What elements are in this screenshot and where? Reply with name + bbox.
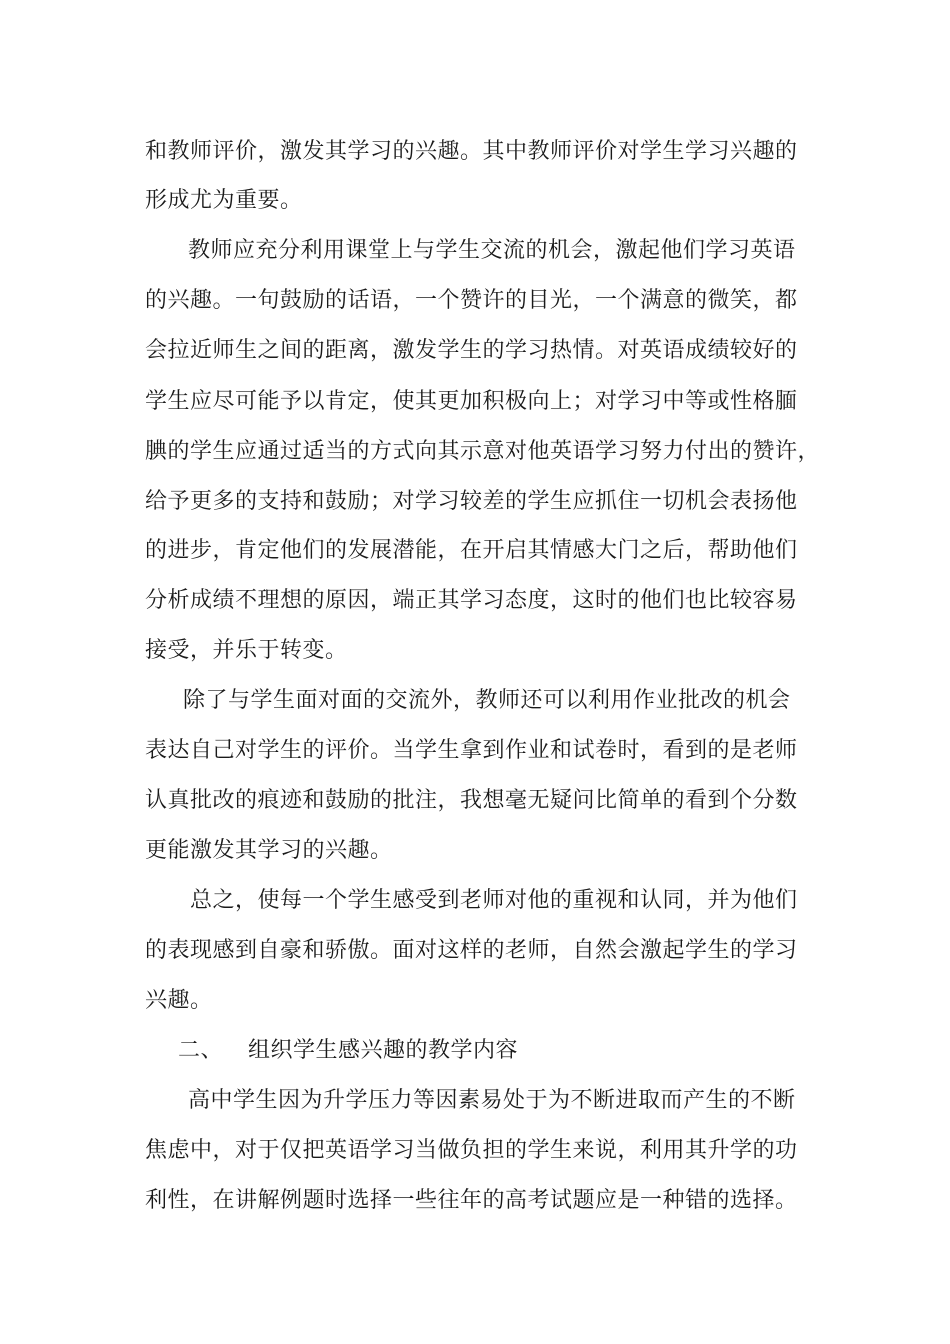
- paragraph-4-line-3: 兴趣。: [145, 988, 213, 1013]
- paragraph-3-line-1: 除了与学生面对面的交流外，教师还可以利用作业批改的机会: [183, 688, 791, 713]
- paragraph-3-line-3: 认真批改的痕迹和鼓励的批注，我想毫无疑问比简单的看到个分数: [145, 788, 798, 813]
- paragraph-3-line-2: 表达自己对学生的评价。当学生拿到作业和试卷时，看到的是老师: [145, 738, 798, 763]
- paragraph-2-line-8: 分析成绩不理想的原因，端正其学习态度，这时的他们也比较容易: [145, 588, 798, 613]
- paragraph-1-line-1: 和教师评价，激发其学习的兴趣。其中教师评价对学生学习兴趣的: [145, 139, 798, 164]
- section-heading: [178, 1036, 518, 1066]
- section-heading-title: 组织学生感兴趣的教学内容: [248, 1038, 519, 1063]
- paragraph-5-line-2: 焦虑中，对于仅把英语学习当做负担的学生来说，利用其升学的功: [145, 1138, 798, 1163]
- paragraph-2-line-6: 给予更多的支持和鼓励；对学习较差的学生应抓住一切机会表扬他: [145, 489, 798, 514]
- paragraph-3-line-4: 更能激发其学习的兴趣。: [145, 838, 393, 863]
- paragraph-5-line-1: 高中学生因为升学压力等因素易处于为不断进取而产生的不断: [188, 1088, 796, 1113]
- paragraph-4-line-2: 的表现感到自豪和骄傲。面对这样的老师，自然会激起学生的学习: [145, 938, 798, 963]
- paragraph-2-line-4: 学生应尽可能予以肯定，使其更加积极向上；对学习中等或性格腼: [145, 389, 798, 414]
- paragraph-2-line-7: 的进步，肯定他们的发展潜能，在开启其情感大门之后，帮助他们: [145, 538, 798, 563]
- section-heading-number: 二、: [178, 1038, 224, 1063]
- paragraph-4-line-1: 总之，使每一个学生感受到老师对他的重视和认同，并为他们: [190, 888, 798, 913]
- paragraph-2-line-9: 接受，并乐于转变。: [145, 638, 348, 663]
- paragraph-2-line-3: 会拉近师生之间的距离，激发学生的学习热情。对英语成绩较好的: [145, 338, 798, 363]
- paragraph-5-line-3: 利性，在讲解例题时选择一些往年的高考试题应是一种错的选择。: [145, 1188, 798, 1213]
- paragraph-1-line-2: 形成尤为重要。: [145, 188, 303, 213]
- paragraph-2-line-2: 的兴趣。一句鼓励的话语，一个赞许的目光，一个满意的微笑，都: [145, 288, 798, 313]
- paragraph-2-line-5: 腆的学生应通过适当的方式向其示意对他英语学习努力付出的赞许，: [145, 439, 821, 464]
- paragraph-2-line-1: 教师应充分利用课堂上与学生交流的机会，激起他们学习英语: [188, 238, 796, 263]
